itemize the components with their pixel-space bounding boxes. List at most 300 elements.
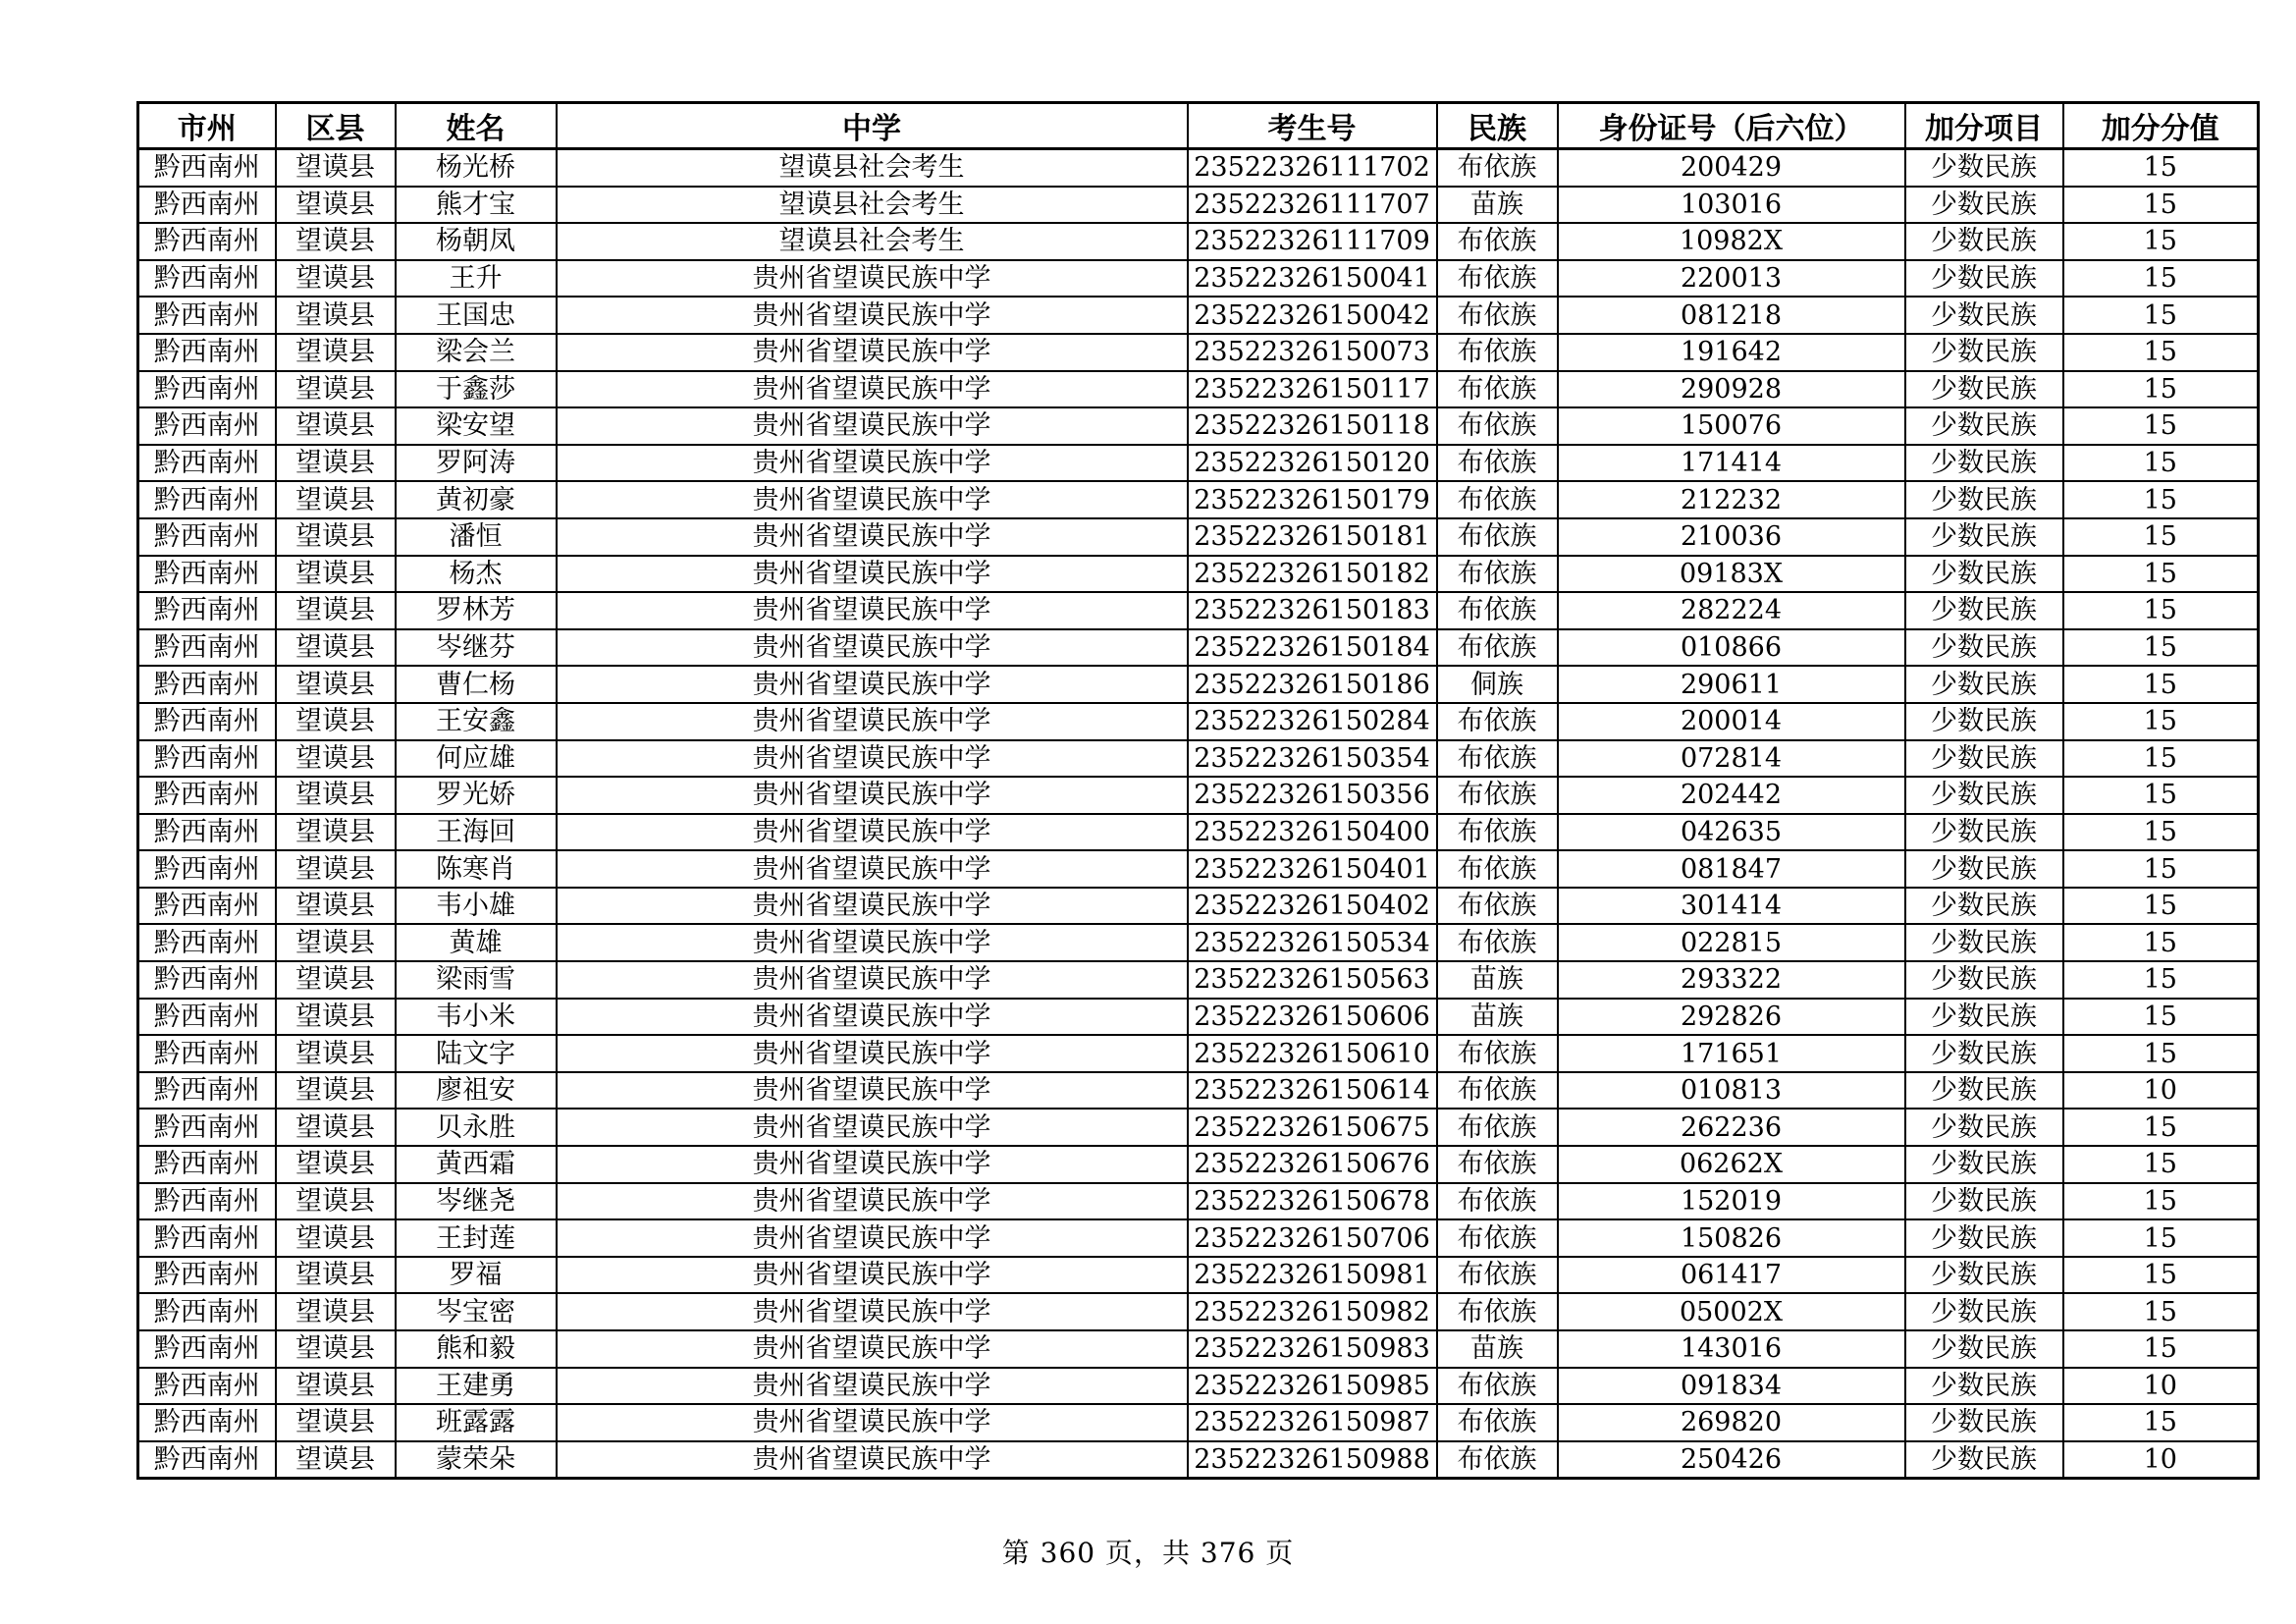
cell-bonus-item: 少数民族 <box>1905 777 2063 814</box>
cell-county: 望谟县 <box>276 297 396 334</box>
table-row <box>138 371 2259 408</box>
cell-exam-number: 23522326111709 <box>1188 223 1437 260</box>
table-row <box>138 1441 2259 1479</box>
cell-bonus-item: 少数民族 <box>1905 556 2063 593</box>
cell-bonus-value: 15 <box>2063 260 2259 298</box>
cell-bonus-value: 15 <box>2063 481 2259 518</box>
cell-bonus-value: 15 <box>2063 629 2259 667</box>
cell-ethnicity: 布依族 <box>1437 629 1558 667</box>
cell-id-suffix: 292826 <box>1558 999 1905 1036</box>
cell-ethnicity: 布依族 <box>1437 1109 1558 1146</box>
cell-county: 望谟县 <box>276 850 396 888</box>
table-header <box>138 103 2259 149</box>
cell-exam-number: 23522326150402 <box>1188 888 1437 925</box>
table-row <box>138 740 2259 778</box>
cell-bonus-item: 少数民族 <box>1905 924 2063 961</box>
cell-bonus-item: 少数民族 <box>1905 1441 2063 1479</box>
cell-bonus-item: 少数民族 <box>1905 1035 2063 1072</box>
cell-city: 黔西南州 <box>138 592 276 629</box>
cell-bonus-item: 少数民族 <box>1905 592 2063 629</box>
cell-exam-number: 23522326150118 <box>1188 407 1437 445</box>
cell-name: 陈寒肖 <box>396 850 557 888</box>
cell-id-suffix: 081218 <box>1558 297 1905 334</box>
cell-bonus-item: 少数民族 <box>1905 371 2063 408</box>
table-body <box>138 149 2259 1479</box>
cell-city: 黔西南州 <box>138 187 276 224</box>
cell-bonus-item: 少数民族 <box>1905 223 2063 260</box>
cell-city: 黔西南州 <box>138 556 276 593</box>
cell-exam-number: 23522326150678 <box>1188 1183 1437 1220</box>
cell-ethnicity: 布依族 <box>1437 1293 1558 1330</box>
cell-exam-number: 23522326150186 <box>1188 666 1437 703</box>
cell-ethnicity: 布依族 <box>1437 371 1558 408</box>
cell-id-suffix: 191642 <box>1558 334 1905 371</box>
cell-name: 杨杰 <box>396 556 557 593</box>
table-row <box>138 556 2259 593</box>
cell-exam-number: 23522326111702 <box>1188 149 1437 187</box>
cell-city: 黔西南州 <box>138 149 276 187</box>
cell-exam-number: 23522326150117 <box>1188 371 1437 408</box>
header-exam-number: 考生号 <box>1188 103 1437 149</box>
cell-bonus-value: 15 <box>2063 850 2259 888</box>
cell-county: 望谟县 <box>276 1441 396 1479</box>
cell-id-suffix: 220013 <box>1558 260 1905 298</box>
cell-name: 杨朝凤 <box>396 223 557 260</box>
cell-id-suffix: 022815 <box>1558 924 1905 961</box>
cell-id-suffix: 290611 <box>1558 666 1905 703</box>
bonus-points-table <box>136 101 2260 1480</box>
cell-id-suffix: 091834 <box>1558 1368 1905 1405</box>
cell-city: 黔西南州 <box>138 961 276 999</box>
cell-name: 梁雨雪 <box>396 961 557 999</box>
cell-school: 望谟县社会考生 <box>557 187 1188 224</box>
cell-bonus-item: 少数民族 <box>1905 297 2063 334</box>
header-name: 姓名 <box>396 103 557 149</box>
cell-bonus-item: 少数民族 <box>1905 407 2063 445</box>
cell-ethnicity: 布依族 <box>1437 777 1558 814</box>
header-school: 中学 <box>557 103 1188 149</box>
cell-name: 韦小米 <box>396 999 557 1036</box>
cell-county: 望谟县 <box>276 924 396 961</box>
cell-name: 廖祖安 <box>396 1072 557 1110</box>
cell-city: 黔西南州 <box>138 1330 276 1368</box>
cell-ethnicity: 布依族 <box>1437 297 1558 334</box>
cell-city: 黔西南州 <box>138 666 276 703</box>
cell-bonus-value: 10 <box>2063 1072 2259 1110</box>
cell-exam-number: 23522326150675 <box>1188 1109 1437 1146</box>
cell-exam-number: 23522326150181 <box>1188 518 1437 556</box>
cell-id-suffix: 06262X <box>1558 1146 1905 1183</box>
cell-school: 贵州省望谟民族中学 <box>557 1035 1188 1072</box>
cell-school: 贵州省望谟民族中学 <box>557 260 1188 298</box>
cell-name: 罗福 <box>396 1257 557 1294</box>
header-bonus-item: 加分项目 <box>1905 103 2063 149</box>
cell-id-suffix: 171414 <box>1558 445 1905 482</box>
cell-ethnicity: 布依族 <box>1437 1404 1558 1441</box>
cell-bonus-item: 少数民族 <box>1905 1330 2063 1368</box>
cell-exam-number: 23522326150400 <box>1188 814 1437 851</box>
table-row <box>138 1404 2259 1441</box>
cell-id-suffix: 250426 <box>1558 1441 1905 1479</box>
cell-name: 蒙荣朵 <box>396 1441 557 1479</box>
cell-bonus-value: 15 <box>2063 740 2259 778</box>
cell-school: 贵州省望谟民族中学 <box>557 1146 1188 1183</box>
cell-school: 贵州省望谟民族中学 <box>557 777 1188 814</box>
cell-exam-number: 23522326150073 <box>1188 334 1437 371</box>
cell-city: 黔西南州 <box>138 1368 276 1405</box>
cell-school: 贵州省望谟民族中学 <box>557 592 1188 629</box>
cell-bonus-value: 15 <box>2063 1257 2259 1294</box>
cell-id-suffix: 282224 <box>1558 592 1905 629</box>
cell-city: 黔西南州 <box>138 924 276 961</box>
cell-city: 黔西南州 <box>138 1072 276 1110</box>
cell-bonus-item: 少数民族 <box>1905 1219 2063 1257</box>
cell-ethnicity: 布依族 <box>1437 924 1558 961</box>
cell-city: 黔西南州 <box>138 1257 276 1294</box>
cell-exam-number: 23522326150988 <box>1188 1441 1437 1479</box>
cell-bonus-value: 15 <box>2063 703 2259 740</box>
cell-bonus-value: 15 <box>2063 1219 2259 1257</box>
cell-name: 黄初豪 <box>396 481 557 518</box>
cell-bonus-item: 少数民族 <box>1905 518 2063 556</box>
cell-id-suffix: 143016 <box>1558 1330 1905 1368</box>
header-id-suffix: 身份证号（后六位） <box>1558 103 1905 149</box>
cell-name: 王封莲 <box>396 1219 557 1257</box>
cell-ethnicity: 布依族 <box>1437 518 1558 556</box>
cell-exam-number: 23522326150042 <box>1188 297 1437 334</box>
table-row <box>138 814 2259 851</box>
cell-city: 黔西南州 <box>138 1109 276 1146</box>
cell-bonus-item: 少数民族 <box>1905 1293 2063 1330</box>
cell-ethnicity: 布依族 <box>1437 814 1558 851</box>
cell-bonus-item: 少数民族 <box>1905 149 2063 187</box>
cell-county: 望谟县 <box>276 629 396 667</box>
cell-school: 贵州省望谟民族中学 <box>557 814 1188 851</box>
cell-ethnicity: 布依族 <box>1437 223 1558 260</box>
cell-county: 望谟县 <box>276 1404 396 1441</box>
cell-city: 黔西南州 <box>138 481 276 518</box>
cell-bonus-value: 15 <box>2063 1146 2259 1183</box>
cell-exam-number: 23522326150610 <box>1188 1035 1437 1072</box>
cell-id-suffix: 262236 <box>1558 1109 1905 1146</box>
cell-name: 黄雄 <box>396 924 557 961</box>
cell-name: 贝永胜 <box>396 1109 557 1146</box>
cell-bonus-item: 少数民族 <box>1905 629 2063 667</box>
cell-id-suffix: 103016 <box>1558 187 1905 224</box>
cell-bonus-value: 15 <box>2063 1183 2259 1220</box>
cell-city: 黔西南州 <box>138 814 276 851</box>
cell-county: 望谟县 <box>276 777 396 814</box>
header-ethnicity: 民族 <box>1437 103 1558 149</box>
cell-id-suffix: 212232 <box>1558 481 1905 518</box>
table-row <box>138 703 2259 740</box>
cell-school: 贵州省望谟民族中学 <box>557 445 1188 482</box>
cell-name: 杨光桥 <box>396 149 557 187</box>
cell-county: 望谟县 <box>276 223 396 260</box>
cell-id-suffix: 072814 <box>1558 740 1905 778</box>
cell-name: 罗阿涛 <box>396 445 557 482</box>
cell-bonus-item: 少数民族 <box>1905 445 2063 482</box>
cell-exam-number: 23522326150563 <box>1188 961 1437 999</box>
cell-school: 贵州省望谟民族中学 <box>557 1109 1188 1146</box>
cell-bonus-item: 少数民族 <box>1905 1368 2063 1405</box>
cell-ethnicity: 布依族 <box>1437 1146 1558 1183</box>
cell-city: 黔西南州 <box>138 629 276 667</box>
cell-city: 黔西南州 <box>138 850 276 888</box>
header-city: 市州 <box>138 103 276 149</box>
cell-bonus-value: 15 <box>2063 445 2259 482</box>
cell-ethnicity: 布依族 <box>1437 407 1558 445</box>
cell-name: 王国忠 <box>396 297 557 334</box>
cell-ethnicity: 布依族 <box>1437 1368 1558 1405</box>
table-row <box>138 149 2259 187</box>
header-bonus-value: 加分分值 <box>2063 103 2259 149</box>
cell-school: 贵州省望谟民族中学 <box>557 1368 1188 1405</box>
cell-school: 贵州省望谟民族中学 <box>557 407 1188 445</box>
cell-county: 望谟县 <box>276 1072 396 1110</box>
cell-school: 贵州省望谟民族中学 <box>557 371 1188 408</box>
cell-id-suffix: 061417 <box>1558 1257 1905 1294</box>
cell-school: 贵州省望谟民族中学 <box>557 850 1188 888</box>
table-row <box>138 445 2259 482</box>
cell-exam-number: 23522326150676 <box>1188 1146 1437 1183</box>
cell-exam-number: 23522326150284 <box>1188 703 1437 740</box>
cell-city: 黔西南州 <box>138 407 276 445</box>
cell-bonus-value: 15 <box>2063 223 2259 260</box>
table-row <box>138 1072 2259 1110</box>
cell-school: 贵州省望谟民族中学 <box>557 1330 1188 1368</box>
cell-county: 望谟县 <box>276 1183 396 1220</box>
cell-school: 贵州省望谟民族中学 <box>557 297 1188 334</box>
cell-ethnicity: 布依族 <box>1437 149 1558 187</box>
cell-name: 何应雄 <box>396 740 557 778</box>
cell-id-suffix: 10982X <box>1558 223 1905 260</box>
table-row <box>138 407 2259 445</box>
cell-bonus-value: 10 <box>2063 1368 2259 1405</box>
table-row <box>138 1219 2259 1257</box>
table-row <box>138 297 2259 334</box>
cell-name: 陆文字 <box>396 1035 557 1072</box>
table-row <box>138 850 2259 888</box>
cell-city: 黔西南州 <box>138 334 276 371</box>
cell-id-suffix: 010813 <box>1558 1072 1905 1110</box>
cell-bonus-value: 15 <box>2063 187 2259 224</box>
cell-bonus-item: 少数民族 <box>1905 1404 2063 1441</box>
cell-ethnicity: 苗族 <box>1437 1330 1558 1368</box>
cell-name: 罗光娇 <box>396 777 557 814</box>
cell-city: 黔西南州 <box>138 260 276 298</box>
cell-bonus-value: 15 <box>2063 961 2259 999</box>
cell-bonus-value: 15 <box>2063 999 2259 1036</box>
cell-ethnicity: 布依族 <box>1437 260 1558 298</box>
cell-name: 黄西霜 <box>396 1146 557 1183</box>
cell-name: 熊才宝 <box>396 187 557 224</box>
table-row <box>138 924 2259 961</box>
cell-exam-number: 23522326150614 <box>1188 1072 1437 1110</box>
cell-county: 望谟县 <box>276 187 396 224</box>
cell-ethnicity: 布依族 <box>1437 556 1558 593</box>
cell-school: 贵州省望谟民族中学 <box>557 1072 1188 1110</box>
cell-name: 罗林芳 <box>396 592 557 629</box>
cell-county: 望谟县 <box>276 1368 396 1405</box>
cell-exam-number: 23522326150179 <box>1188 481 1437 518</box>
cell-county: 望谟县 <box>276 1109 396 1146</box>
table-row <box>138 592 2259 629</box>
cell-ethnicity: 布依族 <box>1437 850 1558 888</box>
cell-city: 黔西南州 <box>138 518 276 556</box>
cell-school: 贵州省望谟民族中学 <box>557 999 1188 1036</box>
cell-id-suffix: 150076 <box>1558 407 1905 445</box>
cell-city: 黔西南州 <box>138 1293 276 1330</box>
cell-city: 黔西南州 <box>138 1441 276 1479</box>
table-row <box>138 777 2259 814</box>
cell-ethnicity: 布依族 <box>1437 1257 1558 1294</box>
cell-exam-number: 23522326150706 <box>1188 1219 1437 1257</box>
cell-exam-number: 23522326150041 <box>1188 260 1437 298</box>
cell-county: 望谟县 <box>276 666 396 703</box>
cell-county: 望谟县 <box>276 1330 396 1368</box>
cell-county: 望谟县 <box>276 481 396 518</box>
page-footer: 第 360 页，共 376 页 <box>1001 1537 1295 1569</box>
cell-bonus-item: 少数民族 <box>1905 740 2063 778</box>
cell-city: 黔西南州 <box>138 1146 276 1183</box>
cell-bonus-item: 少数民族 <box>1905 814 2063 851</box>
cell-id-suffix: 290928 <box>1558 371 1905 408</box>
cell-exam-number: 23522326150987 <box>1188 1404 1437 1441</box>
cell-school: 贵州省望谟民族中学 <box>557 740 1188 778</box>
cell-id-suffix: 200429 <box>1558 149 1905 187</box>
cell-exam-number: 23522326150401 <box>1188 850 1437 888</box>
cell-county: 望谟县 <box>276 334 396 371</box>
cell-bonus-item: 少数民族 <box>1905 850 2063 888</box>
cell-school: 贵州省望谟民族中学 <box>557 961 1188 999</box>
cell-id-suffix: 010866 <box>1558 629 1905 667</box>
cell-bonus-item: 少数民族 <box>1905 666 2063 703</box>
cell-bonus-value: 15 <box>2063 334 2259 371</box>
cell-city: 黔西南州 <box>138 777 276 814</box>
cell-name: 岑继尧 <box>396 1183 557 1220</box>
cell-ethnicity: 布依族 <box>1437 703 1558 740</box>
cell-exam-number: 23522326150182 <box>1188 556 1437 593</box>
cell-bonus-item: 少数民族 <box>1905 260 2063 298</box>
cell-county: 望谟县 <box>276 814 396 851</box>
cell-name: 曹仁杨 <box>396 666 557 703</box>
cell-school: 贵州省望谟民族中学 <box>557 518 1188 556</box>
cell-exam-number: 23522326150184 <box>1188 629 1437 667</box>
cell-bonus-value: 15 <box>2063 1330 2259 1368</box>
cell-school: 贵州省望谟民族中学 <box>557 1183 1188 1220</box>
cell-bonus-value: 15 <box>2063 924 2259 961</box>
cell-bonus-item: 少数民族 <box>1905 1146 2063 1183</box>
cell-exam-number: 23522326150354 <box>1188 740 1437 778</box>
cell-school: 望谟县社会考生 <box>557 149 1188 187</box>
cell-bonus-value: 15 <box>2063 407 2259 445</box>
table-row <box>138 1293 2259 1330</box>
cell-id-suffix: 152019 <box>1558 1183 1905 1220</box>
cell-ethnicity: 布依族 <box>1437 445 1558 482</box>
cell-exam-number: 23522326150983 <box>1188 1330 1437 1368</box>
cell-county: 望谟县 <box>276 888 396 925</box>
cell-name: 王海回 <box>396 814 557 851</box>
cell-exam-number: 23522326150981 <box>1188 1257 1437 1294</box>
cell-ethnicity: 布依族 <box>1437 334 1558 371</box>
table-row <box>138 999 2259 1036</box>
cell-id-suffix: 081847 <box>1558 850 1905 888</box>
cell-bonus-item: 少数民族 <box>1905 334 2063 371</box>
cell-bonus-value: 10 <box>2063 1441 2259 1479</box>
cell-school: 贵州省望谟民族中学 <box>557 666 1188 703</box>
cell-school: 贵州省望谟民族中学 <box>557 924 1188 961</box>
cell-ethnicity: 布依族 <box>1437 1035 1558 1072</box>
table-row <box>138 961 2259 999</box>
cell-school: 贵州省望谟民族中学 <box>557 334 1188 371</box>
header-row <box>138 103 2259 149</box>
cell-city: 黔西南州 <box>138 999 276 1036</box>
cell-city: 黔西南州 <box>138 1035 276 1072</box>
cell-bonus-item: 少数民族 <box>1905 1109 2063 1146</box>
cell-bonus-value: 15 <box>2063 888 2259 925</box>
cell-name: 王安鑫 <box>396 703 557 740</box>
cell-ethnicity: 布依族 <box>1437 1072 1558 1110</box>
cell-bonus-item: 少数民族 <box>1905 961 2063 999</box>
cell-ethnicity: 布依族 <box>1437 592 1558 629</box>
cell-ethnicity: 苗族 <box>1437 187 1558 224</box>
cell-ethnicity: 侗族 <box>1437 666 1558 703</box>
cell-ethnicity: 布依族 <box>1437 888 1558 925</box>
cell-bonus-item: 少数民族 <box>1905 703 2063 740</box>
cell-city: 黔西南州 <box>138 1219 276 1257</box>
cell-school: 贵州省望谟民族中学 <box>557 888 1188 925</box>
cell-name: 梁安望 <box>396 407 557 445</box>
cell-name: 梁会兰 <box>396 334 557 371</box>
cell-school: 贵州省望谟民族中学 <box>557 629 1188 667</box>
cell-city: 黔西南州 <box>138 1183 276 1220</box>
cell-bonus-value: 15 <box>2063 297 2259 334</box>
cell-city: 黔西南州 <box>138 445 276 482</box>
cell-bonus-item: 少数民族 <box>1905 888 2063 925</box>
table-row <box>138 666 2259 703</box>
cell-school: 贵州省望谟民族中学 <box>557 1441 1188 1479</box>
cell-city: 黔西南州 <box>138 371 276 408</box>
cell-bonus-value: 15 <box>2063 1035 2259 1072</box>
cell-school: 望谟县社会考生 <box>557 223 1188 260</box>
cell-exam-number: 23522326150356 <box>1188 777 1437 814</box>
cell-city: 黔西南州 <box>138 703 276 740</box>
cell-exam-number: 23522326150183 <box>1188 592 1437 629</box>
cell-ethnicity: 布依族 <box>1437 1441 1558 1479</box>
cell-city: 黔西南州 <box>138 740 276 778</box>
cell-bonus-value: 15 <box>2063 592 2259 629</box>
cell-county: 望谟县 <box>276 999 396 1036</box>
cell-id-suffix: 150826 <box>1558 1219 1905 1257</box>
cell-bonus-value: 15 <box>2063 666 2259 703</box>
table-row <box>138 223 2259 260</box>
cell-bonus-value: 15 <box>2063 814 2259 851</box>
cell-school: 贵州省望谟民族中学 <box>557 481 1188 518</box>
cell-exam-number: 23522326150606 <box>1188 999 1437 1036</box>
cell-county: 望谟县 <box>276 703 396 740</box>
table-row <box>138 1146 2259 1183</box>
cell-county: 望谟县 <box>276 149 396 187</box>
cell-id-suffix: 301414 <box>1558 888 1905 925</box>
cell-exam-number: 23522326150985 <box>1188 1368 1437 1405</box>
cell-bonus-item: 少数民族 <box>1905 1257 2063 1294</box>
cell-bonus-item: 少数民族 <box>1905 481 2063 518</box>
cell-bonus-item: 少数民族 <box>1905 1072 2063 1110</box>
cell-county: 望谟县 <box>276 260 396 298</box>
table-row <box>138 260 2259 298</box>
cell-bonus-item: 少数民族 <box>1905 999 2063 1036</box>
